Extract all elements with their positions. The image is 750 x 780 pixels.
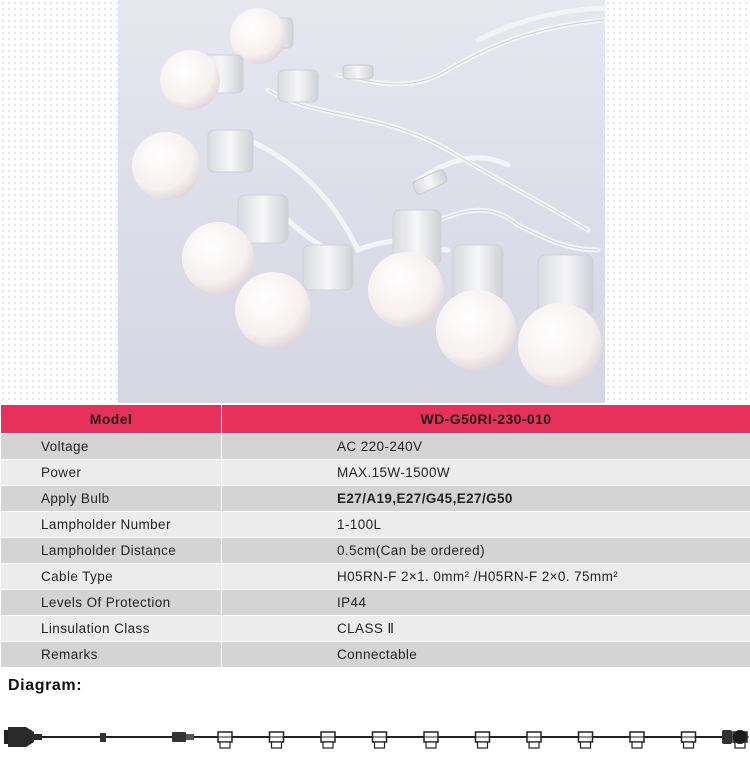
row-value: E27/A19,E27/G45,E27/G50 <box>222 486 750 512</box>
table-row <box>1 642 750 668</box>
socket-icon <box>371 732 389 748</box>
row-label: Cable Type <box>1 564 222 590</box>
row-value: IP44 <box>222 590 750 616</box>
decorative-texture-right <box>605 0 750 403</box>
table-row <box>1 486 750 512</box>
plug-icon <box>4 727 42 747</box>
table-row <box>1 590 750 616</box>
socket-icon <box>319 732 337 748</box>
row-value: CLASS Ⅱ <box>222 616 750 642</box>
row-value: H05RN-F 2×1. 0mm² /H05RN-F 2×0. 75mm² <box>222 564 750 590</box>
row-value: MAX.15W-1500W <box>222 460 750 486</box>
row-value: Connectable <box>222 642 750 668</box>
socket-icon <box>525 732 543 748</box>
product-photo <box>118 0 605 403</box>
socket-icon <box>268 732 286 748</box>
table-row <box>1 616 750 642</box>
sockets <box>216 732 749 748</box>
row-value: AC 220-240V <box>222 434 750 460</box>
row-label: Lampholder Distance <box>1 538 222 564</box>
table-header-row <box>1 405 750 434</box>
header-label: Model <box>1 405 222 434</box>
row-label: Lampholder Number <box>1 512 222 538</box>
table-row <box>1 460 750 486</box>
row-label: Remarks <box>1 642 222 668</box>
row-label: Linsulation Class <box>1 616 222 642</box>
table-row <box>1 512 750 538</box>
table-row <box>1 564 750 590</box>
socket-icon <box>628 732 646 748</box>
decorative-texture-left <box>0 0 118 403</box>
socket-icon <box>216 732 234 748</box>
row-value: 0.5cm(Can be ordered) <box>222 538 750 564</box>
row-label: Voltage <box>1 434 222 460</box>
socket-icon <box>577 732 595 748</box>
spec-table <box>0 404 750 668</box>
wiring-diagram <box>0 708 750 780</box>
row-value: 1-100L <box>222 512 750 538</box>
socket-icon <box>474 732 492 748</box>
row-label: Power <box>1 460 222 486</box>
table-row <box>1 538 750 564</box>
diagram-title: Diagram: <box>8 677 83 694</box>
table-row <box>1 434 750 460</box>
socket-icon <box>422 732 440 748</box>
row-label: Apply Bulb <box>1 486 222 512</box>
row-label: Levels Of Protection <box>1 590 222 616</box>
socket-icon <box>680 732 698 748</box>
header-value: WD-G50RI-230-010 <box>222 405 750 434</box>
string-lights-illustration <box>118 0 605 403</box>
